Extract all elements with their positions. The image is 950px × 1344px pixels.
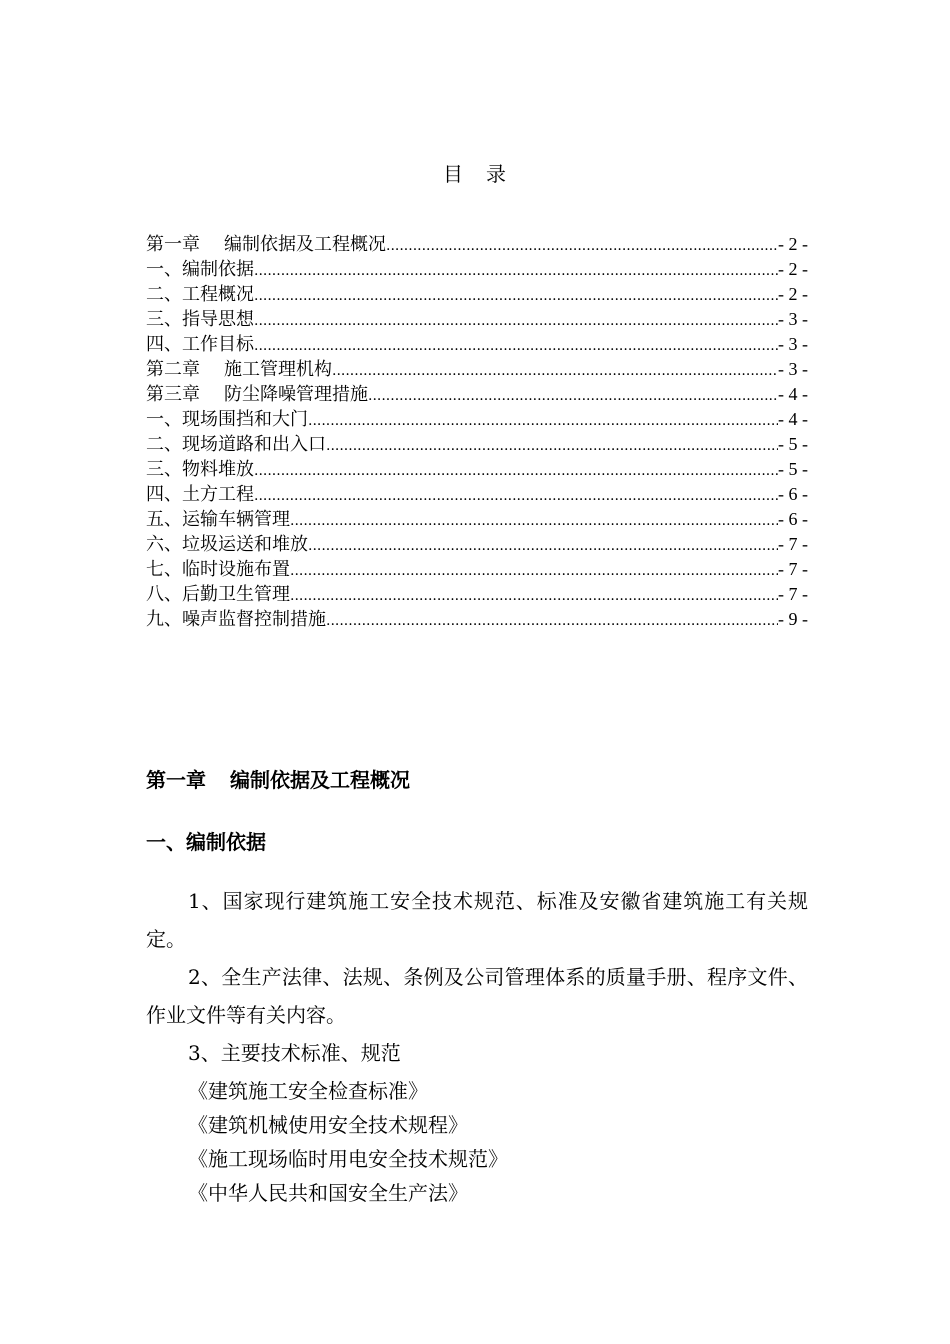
toc-entry-text: 三、物料堆放 <box>146 459 254 480</box>
paragraph: 1、国家现行建筑施工安全技术规范、标准及安徽省建筑施工有关规定。 <box>146 889 808 951</box>
toc-entry-text: 五、运输车辆管理 <box>146 509 290 530</box>
toc-entry-page: - 4 - <box>778 409 808 429</box>
toc-entry[interactable] <box>146 232 808 257</box>
toc-entry-prefix: 第一章 <box>146 234 200 255</box>
toc-leader-dots <box>254 259 778 284</box>
toc-entry-text: 施工管理机构 <box>224 359 332 380</box>
toc-leader-dots <box>290 559 778 584</box>
toc-entry-page: - 6 - <box>778 509 808 529</box>
section-heading: 一、编制依据 <box>146 830 266 854</box>
toc-entry-page: - 5 - <box>778 459 808 479</box>
toc-entry[interactable] <box>146 282 808 307</box>
toc-entry[interactable] <box>146 357 808 382</box>
toc-entry[interactable] <box>146 482 808 507</box>
toc-entry-text: 二、现场道路和出入口 <box>146 434 326 455</box>
toc-entry[interactable] <box>146 507 808 532</box>
toc-entry[interactable] <box>146 582 808 607</box>
toc-leader-dots <box>326 434 778 459</box>
toc-entry-text: 三、指导思想 <box>146 309 254 330</box>
toc-entry-text: 七、临时设施布置 <box>146 559 290 580</box>
chapter-title: 编制依据及工程概况 <box>230 768 410 792</box>
standards-list <box>146 1074 808 1210</box>
toc-leader-dots <box>368 384 778 409</box>
standard-item: 《中华人民共和国安全生产法》 <box>188 1181 468 1205</box>
toc-entry-prefix: 第二章 <box>146 359 200 380</box>
toc-entry-page: - 2 - <box>778 284 808 304</box>
toc-entry[interactable] <box>146 407 808 432</box>
toc-entry-text: 二、工程概况 <box>146 284 254 305</box>
toc-entry-page: - 7 - <box>778 584 808 604</box>
paragraph: 2、全生产法律、法规、条例及公司管理体系的质量手册、程序文件、作业文件等有关内容。 <box>146 965 808 1027</box>
toc-entry-text: 一、编制依据 <box>146 259 254 280</box>
toc-entry[interactable] <box>146 607 808 632</box>
chapter-prefix: 第一章 <box>146 768 206 792</box>
toc-entry-page: - 5 - <box>778 434 808 454</box>
toc-entry-prefix: 第三章 <box>146 384 200 405</box>
toc-entry-page: - 9 - <box>778 609 808 629</box>
toc-entry-text: 四、土方工程 <box>146 484 254 505</box>
toc-entry-page: - 2 - <box>778 259 808 279</box>
standard-item: 《施工现场临时用电安全技术规范》 <box>188 1147 508 1171</box>
toc-leader-dots <box>254 284 778 309</box>
toc-entry[interactable] <box>146 557 808 582</box>
toc-entry-text: 四、工作目标 <box>146 334 254 355</box>
toc-entry-page: - 3 - <box>778 359 808 379</box>
toc-leader-dots <box>254 459 778 484</box>
toc-entry[interactable] <box>146 307 808 332</box>
toc-entry[interactable] <box>146 382 808 407</box>
toc-leader-dots <box>326 609 778 634</box>
paragraph: 3、主要技术标准、规范 <box>188 1041 401 1065</box>
toc-entry-text: 一、现场围挡和大门 <box>146 409 308 430</box>
toc-entry-page: - 3 - <box>778 334 808 354</box>
toc-leader-dots <box>386 234 778 259</box>
toc-title-left: 目 <box>443 162 464 186</box>
toc-entry[interactable] <box>146 457 808 482</box>
toc-leader-dots <box>254 484 778 509</box>
toc-entry-text: 编制依据及工程概况 <box>224 234 386 255</box>
toc-leader-dots <box>332 359 778 384</box>
toc-entry-text: 八、后勤卫生管理 <box>146 584 290 605</box>
toc-leader-dots <box>290 584 778 609</box>
toc-title <box>0 158 950 187</box>
standard-item: 《建筑施工安全检查标准》 <box>188 1079 428 1103</box>
toc-entry-text: 防尘降噪管理措施 <box>224 384 368 405</box>
toc-entry-text: 九、噪声监督控制措施 <box>146 609 326 630</box>
toc-leader-dots <box>254 309 778 334</box>
toc-entry-page: - 7 - <box>778 534 808 554</box>
table-of-contents <box>146 232 808 632</box>
toc-leader-dots <box>308 534 778 559</box>
toc-entry[interactable] <box>146 257 808 282</box>
toc-entry-page: - 6 - <box>778 484 808 504</box>
toc-entry-text: 六、垃圾运送和堆放 <box>146 534 308 555</box>
toc-entry-page: - 4 - <box>778 384 808 404</box>
toc-leader-dots <box>254 334 778 359</box>
toc-title-right: 录 <box>486 162 507 186</box>
toc-leader-dots <box>290 509 778 534</box>
standard-item: 《建筑机械使用安全技术规程》 <box>188 1113 468 1137</box>
toc-entry[interactable] <box>146 532 808 557</box>
toc-entry-page: - 7 - <box>778 559 808 579</box>
body-text <box>146 882 808 1210</box>
chapter-heading <box>146 764 410 793</box>
toc-entry[interactable] <box>146 332 808 357</box>
toc-entry-page: - 3 - <box>778 309 808 329</box>
toc-entry[interactable] <box>146 432 808 457</box>
toc-entry-page: - 2 - <box>778 234 808 254</box>
toc-leader-dots <box>308 409 778 434</box>
